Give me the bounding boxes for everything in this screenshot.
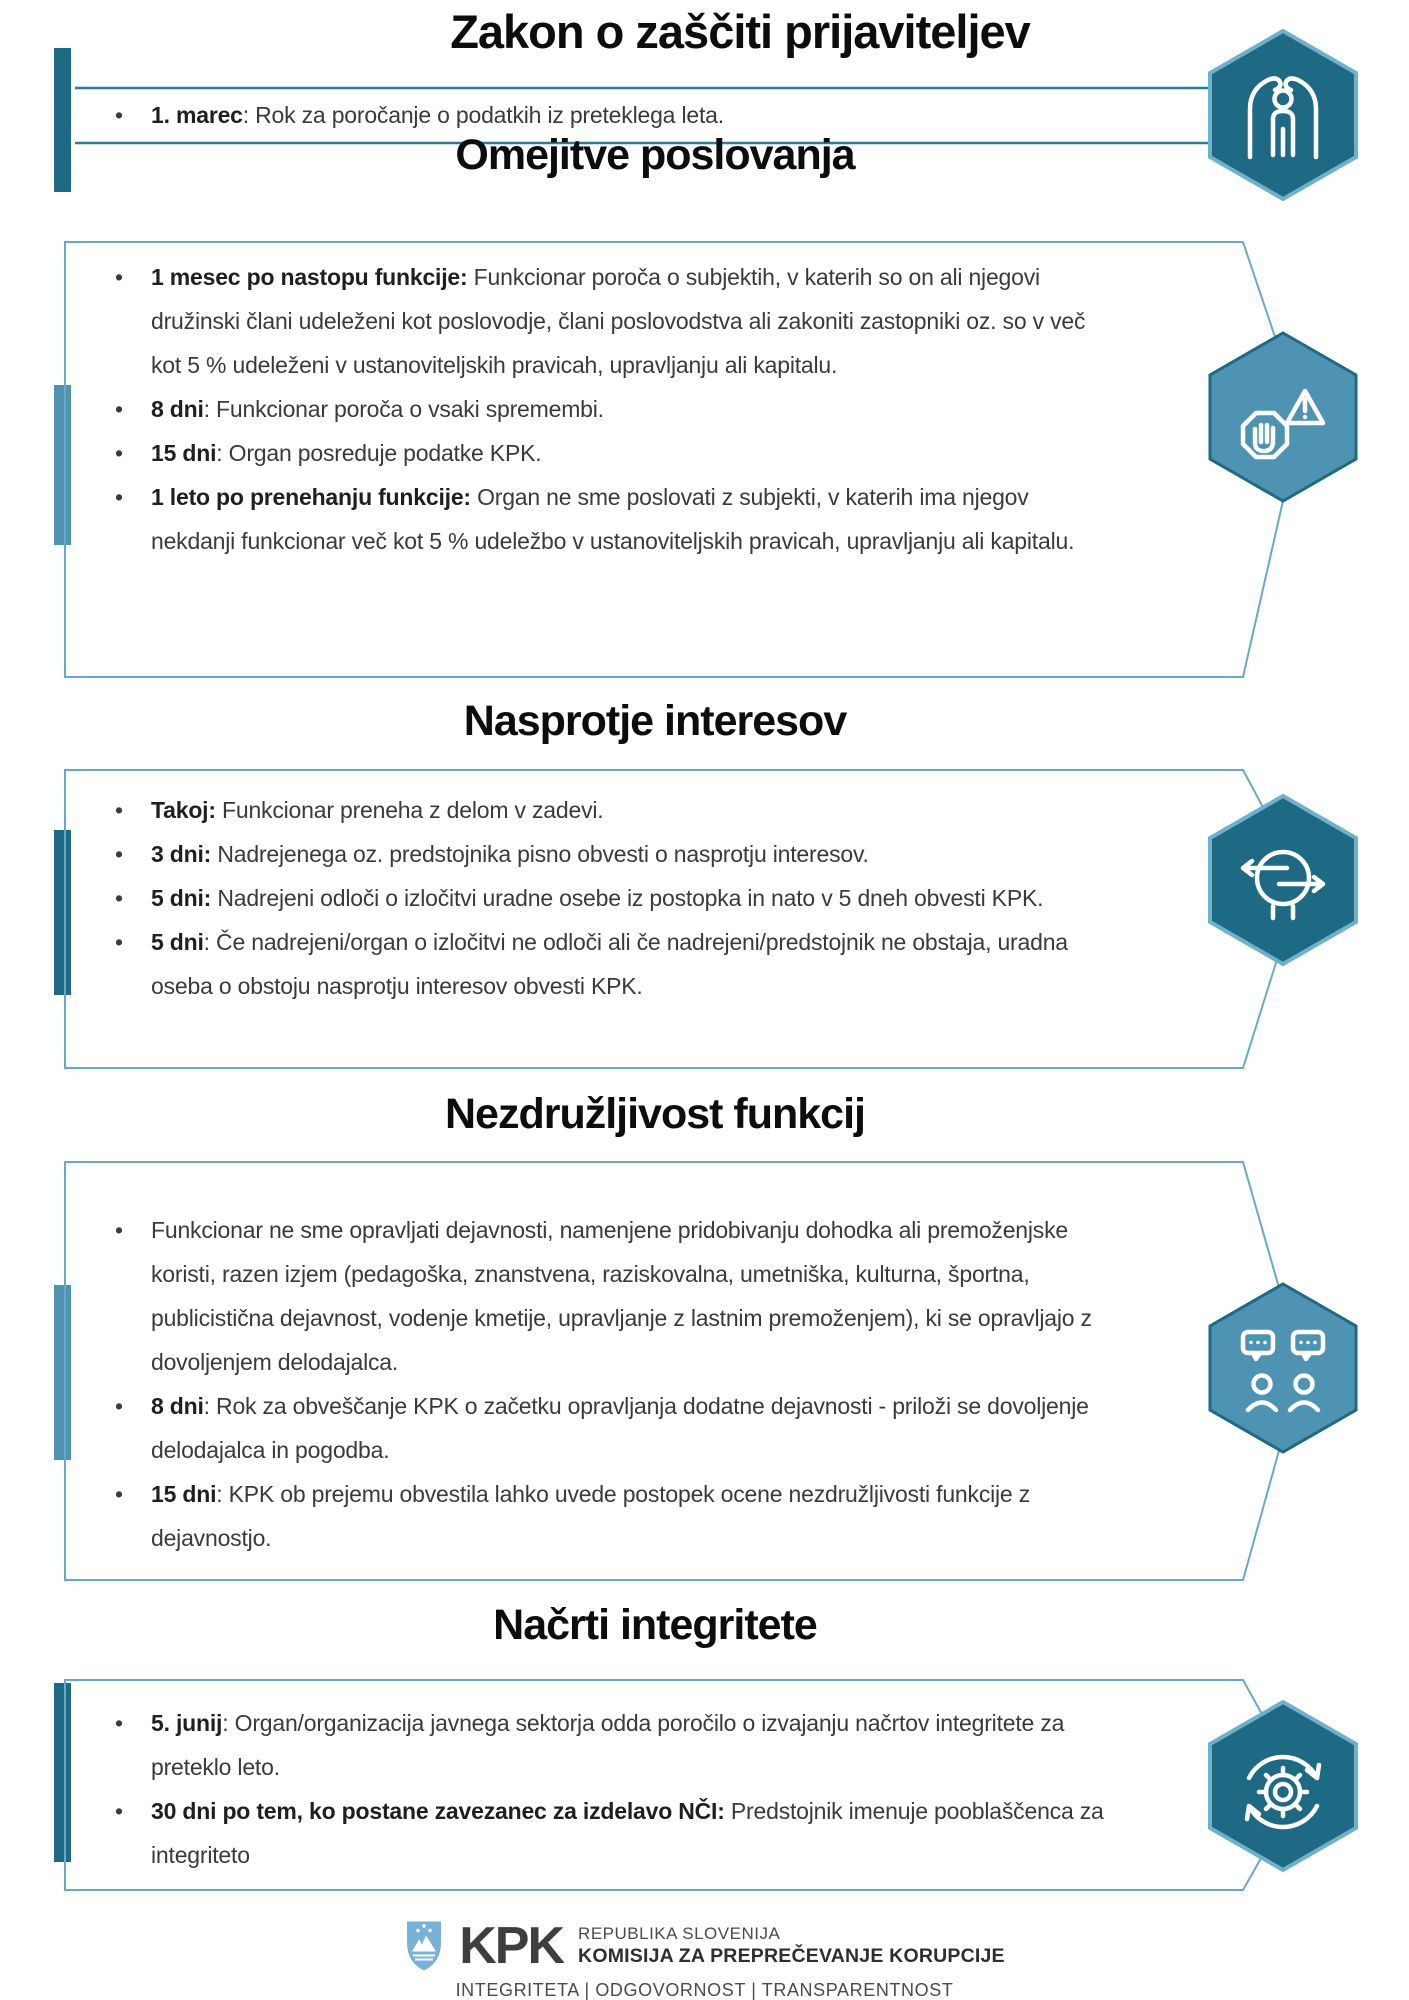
- bullet-lead: 8 dni: [151, 1393, 204, 1419]
- footer-org-line2: KOMISIJA ZA PREPREČEVANJE KORUPCIJE: [578, 1945, 1005, 1968]
- section-bullets: [105, 1208, 1111, 1560]
- page-title: Zakon o zaščiti prijaviteljev: [450, 5, 1030, 58]
- section-bullets: [105, 255, 1111, 563]
- accent-bar: [54, 385, 71, 545]
- bullet-item: [105, 1208, 1111, 1384]
- bullet-lead: Takoj:: [151, 797, 216, 823]
- kpk-logo-abbr: KPK: [459, 1917, 564, 1975]
- bullet-item: [105, 93, 1111, 137]
- bullet-item: [105, 431, 1111, 475]
- slovenia-coat-of-arms-icon: [404, 1920, 444, 1973]
- footer: [0, 1918, 1409, 2000]
- bullet-item: [105, 788, 1111, 832]
- bullet-text: Funkcionar preneha z delom v zadevi.: [215, 797, 604, 823]
- two-people-dialogue-icon: [1208, 1282, 1358, 1454]
- bullet-text: : Če nadrejeni/organ o izločitvi ne odloči ali če nadrejeni/predstojnik ne obstaja, uradna oseba o obstoju nasprotju interesov obvesti KPK.: [151, 929, 1068, 999]
- bullet-text: Nadrejeni odloči o izločitvi uradne osebe iz postopka in nato v 5 dneh obvesti KPK.: [211, 885, 1044, 911]
- bullet-item: [105, 832, 1111, 876]
- bullet-lead: 15 dni: [151, 1481, 217, 1507]
- hexagon-badge: [1210, 1284, 1356, 1452]
- bullet-lead: 15 dni: [151, 440, 217, 466]
- bullet-item: [105, 920, 1111, 1008]
- bullet-lead: 3 dni:: [151, 841, 212, 867]
- footer-logo: [0, 1918, 1409, 1974]
- section-bullets: [105, 1701, 1111, 1877]
- bullet-item: [105, 387, 1111, 431]
- bullet-text: Funkcionar ne sme opravljati dejavnosti, namenjene pridobivanju dohodka ali premoženjske koristi, razen izjem (pedagoška, znanstvena, raziskovalna, umetniška, kulturna, športna, publicistična dejavnost, vodenje kmetije, upravljanje z lastnim premoženjem), ki se opravljajo z dovoljenjem delodajalca.: [151, 1217, 1092, 1375]
- section-heading-nezdruzljivost-funkcij: Nezdružljivost funkcij: [444, 1090, 865, 1138]
- hexagon-badge: [1210, 31, 1356, 199]
- bullet-lead: 1. marec: [151, 102, 243, 128]
- bullet-lead: 1 mesec po nastopu funkcije:: [151, 264, 468, 290]
- section-heading-omejitve-poslovanja: Omejitve poslovanja: [455, 131, 855, 179]
- bullet-item: [105, 1472, 1111, 1560]
- bullet-item: [105, 1701, 1111, 1789]
- bullet-text: : Funkcionar poroča o vsaki spremembi.: [203, 396, 604, 422]
- gear-circular-arrows-icon: [1208, 1700, 1358, 1872]
- hexagon-badge: [1210, 333, 1356, 501]
- intro-bullets: [105, 93, 1111, 137]
- bullet-text: : Organ posreduje podatke KPK.: [216, 440, 542, 466]
- bullet-lead: 8 dni: [151, 396, 204, 422]
- bullet-text: : KPK ob prejemu obvestila lahko uvede postopek ocene nezdružljivosti funkcije z dejavnostjo.: [151, 1481, 1031, 1551]
- bullet-text: Organ ne sme poslovati z subjekti, v katerih ima njegov nekdanji funkcionar več kot 5 % udeležbo v ustanoviteljskih pravicah, upravljanju ali kapitalu.: [151, 484, 1075, 554]
- bullet-text: Predstojnik imenuje pooblaščenca za integriteto: [151, 1798, 1104, 1868]
- footer-org-line1: REPUBLIKA SLOVENIJA: [578, 1924, 781, 1944]
- bullet-item: [105, 876, 1111, 920]
- bullet-lead: 5. junij: [151, 1710, 223, 1736]
- bullet-text: Nadrejenega oz. predstojnika pisno obvesti o nasprotju interesov.: [211, 841, 869, 867]
- bullet-lead: 1 leto po prenehanju funkcije:: [151, 484, 471, 510]
- bullet-text: : Rok za poročanje o podatkih iz preteklega leta.: [242, 102, 724, 128]
- footer-org-name: [578, 1923, 1005, 1969]
- accent-bar: [54, 1683, 71, 1862]
- bullet-lead: 30 dni po tem, ko postane zavezanec za izdelavo NČI:: [151, 1798, 725, 1824]
- bullet-item: [105, 475, 1111, 563]
- bullet-item: [105, 1384, 1111, 1472]
- bullet-text: : Rok za obveščanje KPK o začetku opravljanja dodatne dejavnosti - priloži se dovoljenje delodajalca in pogodba.: [151, 1393, 1089, 1463]
- accent-bar: [54, 1285, 71, 1460]
- hexagon-badge: [1210, 796, 1356, 964]
- bullet-text: : Organ/organizacija javnega sektorja odda poročilo o izvajanju načrtov integritete za preteklo leto.: [151, 1710, 1065, 1780]
- accent-bar: [54, 830, 71, 995]
- bullet-lead: 5 dni:: [151, 885, 212, 911]
- bullet-item: [105, 255, 1111, 387]
- footer-tagline: INTEGRITETA | ODGOVORNOST | TRANSPARENTNOST: [455, 1980, 954, 2000]
- section-heading-nasprotje-interesov: Nasprotje interesov: [463, 697, 847, 745]
- head-opposing-arrows-icon: [1208, 794, 1358, 966]
- protective-hands-over-person-icon: [1208, 29, 1358, 201]
- bullet-item: [105, 1789, 1111, 1877]
- section-bullets: [105, 788, 1111, 1008]
- stop-hand-warning-icon: [1208, 331, 1358, 503]
- bullet-text: Funkcionar poroča o subjektih, v katerih so on ali njegovi družinski člani udeleženi kot poslovodje, člani poslovodstva ali zakoniti zastopniki oz. so v več kot 5 % udeleženi v ustanoviteljskih pravicah, upravljanju ali kapitalu.: [151, 264, 1086, 378]
- bullet-lead: 5 dni: [151, 929, 204, 955]
- section-heading-nacrti-integritete: Načrti integritete: [493, 1601, 817, 1649]
